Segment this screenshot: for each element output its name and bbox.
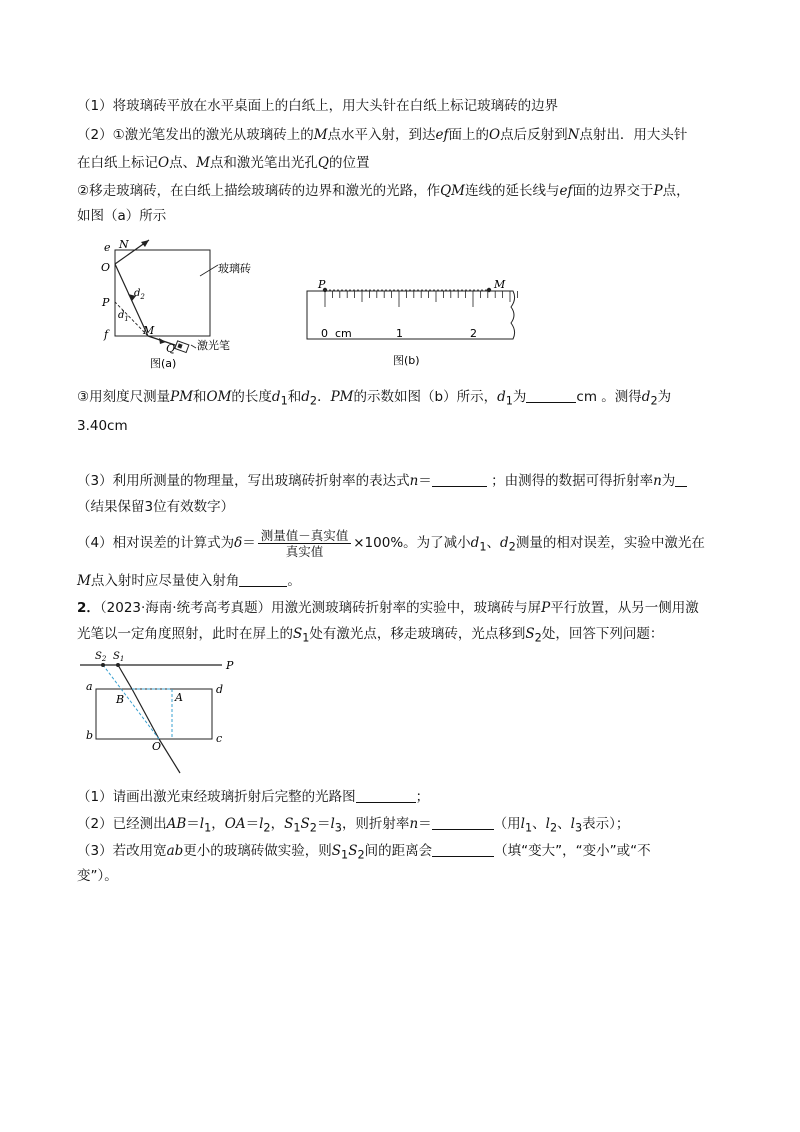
- q1-step1: （1）将玻璃砖平放在水平桌面上的白纸上，用大头针在白纸上标记玻璃砖的边界: [77, 98, 559, 114]
- fig-a-label-f: f: [104, 328, 109, 341]
- answer-blank-distance-change[interactable]: [432, 842, 494, 857]
- q1-step5-line1: （4）相对误差的计算式为δ＝ $\frac{\text{测量值－真实值}}{\text{真实值}}$ ×100%。为了减小$d_1$、$d_2$测量的相对误差，实验中激光在: [77, 527, 705, 559]
- fig-q2-label-c: c: [216, 732, 223, 745]
- answer-blank-incident-angle[interactable]: [239, 572, 287, 587]
- relative-error-fraction: $\frac{\text{测量值－真实值}}{\text{真实值}}$: [258, 528, 352, 559]
- q1-step2-line1: （2）①激光笔发出的激光从玻璃砖上的M点水平入射，到达ef面上的O点后反射到N点射出．用大头针: [77, 127, 688, 143]
- fig-a-caption: 图(a): [150, 357, 177, 370]
- fig-a-label-P: P: [102, 296, 110, 309]
- q1-step4-line2: （结果保留3位有效数字）: [77, 499, 235, 515]
- fig-q2-label-A: A: [175, 691, 183, 704]
- ruler-label-M: M: [494, 278, 506, 291]
- fig-q2-label-d: d: [216, 683, 224, 696]
- fig-a-label-d1: $d_1$: [118, 310, 129, 323]
- fig-q2-label-a: a: [86, 680, 93, 693]
- fig-a-label-glass: 玻璃砖: [218, 262, 251, 275]
- q2-sub3-line2: 变”）。: [77, 868, 118, 884]
- fig-q2-label-S1: $S_1$: [113, 651, 125, 663]
- fig-a-label-M: M: [143, 324, 155, 337]
- answer-blank-refractive-index[interactable]: [432, 815, 494, 830]
- fig-a-label-Q: Q: [166, 342, 176, 355]
- ruler-label-P: P: [318, 278, 326, 291]
- q2-line2: 光笔以一定角度照射，此时在屏上的$S_1$处有激光点，移走玻璃砖，光点移到$S_2$处，回答下列问题：: [77, 626, 664, 645]
- q1-step4-line1: （3）利用所测量的物理量，写出玻璃砖折射率的表达式n＝ ；由测得的数据可得折射率n为: [77, 471, 687, 491]
- q1-step2-line4: 如图（a）所示: [77, 208, 167, 224]
- figure-b-ruler: [305, 277, 530, 372]
- answer-blank-n-value[interactable]: [675, 472, 687, 487]
- figure-q2: [80, 645, 240, 780]
- fig-b-caption: 图(b): [393, 354, 420, 367]
- fig-q2-label-O: O: [152, 740, 162, 753]
- answer-blank-d1[interactable]: [526, 388, 576, 403]
- q2-sub3-line1: （3）若改用宽ab更小的玻璃砖做实验，则$S_1S_2$间的距离会 （填“变大”，“变小”或“不: [77, 843, 651, 862]
- q1-step3-line2: 3.40cm: [77, 418, 128, 434]
- q1-step2-line2: 在白纸上标记O点、M点和激光笔出光孔Q的位置: [77, 155, 370, 171]
- fig-a-label-laser: 激光笔: [197, 339, 230, 352]
- fig-q2-label-P: P: [226, 659, 234, 672]
- ruler-unit: cm: [335, 327, 352, 340]
- fig-a-label-e: e: [104, 241, 111, 254]
- figure-a: [90, 230, 290, 370]
- fig-a-label-O: O: [101, 261, 111, 274]
- q1-step5-line2: M点入射时应尽量使入射角 。: [77, 573, 301, 589]
- fig-q2-label-S2: $S_2$: [95, 651, 107, 663]
- fig-a-label-N: N: [119, 238, 129, 251]
- q1-step2-line3: ②移走玻璃砖，在白纸上描绘玻璃砖的边界和激光的光路，作QM连线的延长线与ef面的边界交于P点，: [77, 183, 690, 199]
- ruler-tick-1: 1: [396, 327, 403, 340]
- q2-sub1: （1）请画出激光束经玻璃折射后完整的光路图 ；: [77, 789, 430, 805]
- fig-a-label-d2: $d_2$: [134, 288, 145, 301]
- q1-step3-line1: ③用刻度尺测量PM和OM的长度$d_1$和$d_2$．PM的示数如图（b）所示，$d_1$为 cm 。测得$d_2$为: [77, 389, 672, 408]
- answer-blank-light-path[interactable]: [356, 788, 416, 803]
- fig-q2-label-b: b: [86, 729, 94, 742]
- q2-sub2: （2）已经测出$AB=l_1$，$OA=l_2$，$S_1S_2=l_3$，则折射率n＝ （用$l_1$、$l_2$、$l_3$表示）；: [77, 816, 630, 835]
- ruler-tick-0: 0: [321, 327, 328, 340]
- q2-title: 2．（2023·海南·统考高考真题）用激光测玻璃砖折射率的实验中，玻璃砖与屏P平行放置，从另一侧用激: [77, 600, 699, 616]
- fig-q2-label-B: B: [116, 693, 125, 706]
- answer-blank-n-expression[interactable]: [432, 472, 487, 487]
- ruler-tick-2: 2: [470, 327, 477, 340]
